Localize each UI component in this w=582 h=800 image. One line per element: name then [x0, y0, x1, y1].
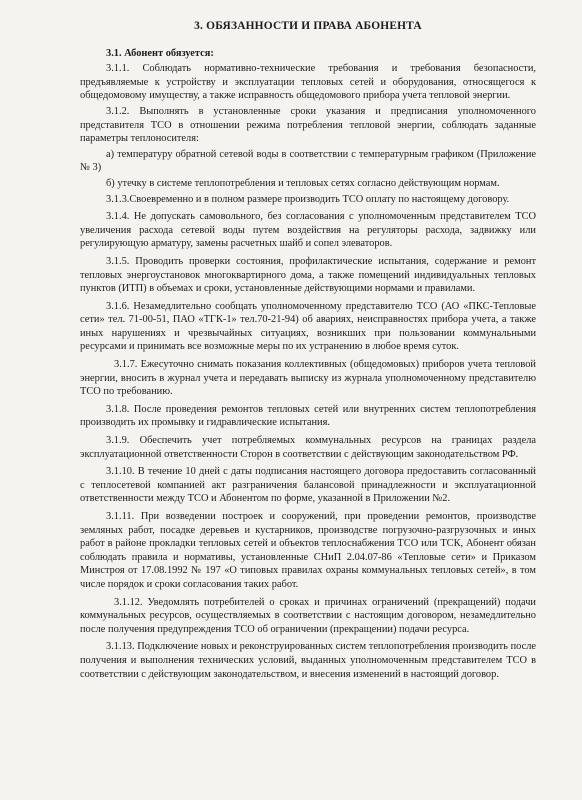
clause-3-1-3: 3.1.3.Своевременно и в полном размере производить ТСО оплату по настоящему договору.	[106, 193, 510, 205]
clause-3-1-9: 3.1.9. Обеспечить учет потребляемых коммунальных ресурсов на границах раздела эксплуатационной ответственности Сторон в соответствии с действующим законодательством РФ.	[80, 435, 536, 460]
clause-3-1-13: 3.1.13. Подключение новых и реконструированных систем теплопотребления производить после получения и выполнения технических условий, выданных уполномоченным представителем ТСО в соответствии с действующим законодательством, и внесения изменений в настоящий договор.	[80, 641, 536, 680]
clause-3-1-11: 3.1.11. При возведении построек и сооружений, при проведении ремонтов, производстве земляных работ, посадке деревьев и кустарников, производстве погрузочно-разгрузочных и иных работ в районе прокладки тепловых сетей и объектов теплоснабжения ТСО или ТСК, Абонент обязан соблюдать правила и нормативы, установленные СНиП 2.04.07-86 «Тепловые сети» и Приказом Минстроя от 17.08.1992 № 197 «О типовых правилах охраны коммунальных тепловых сетей», в том числе порядок и сроки согласования таких работ.	[80, 511, 536, 590]
clause-3-1-7: 3.1.7. Ежесуточно снимать показания коллективных (общедомовых) приборов учета тепловой энергии, вносить в журнал учета и передавать выписку из журнала уполномоченному представителю ТСО по требованию.	[80, 359, 536, 398]
clause-3-1-2-b: б) утечку в системе теплопотребления и тепловых сетях согласно действующим нормам.	[106, 177, 500, 189]
clause-3-1-1: 3.1.1. Соблюдать нормативно-технические требования и требования безопасности, предъявляемые к устройству и эксплуатации тепловых сетей и оборудования, относящегося к общедомовому имуществу, а также исправность общедомового прибора учета тепловой энергии.	[80, 63, 536, 102]
clause-3-1-12: 3.1.12. Уведомлять потребителей о сроках и причинах ограничений (прекращений) подачи коммунальных ресурсов, осуществляемых в соответствии с настоящим договором, незамедлительно после получения предупреждения ТСО об ограничении (прекращении) подачи ресурса.	[80, 596, 536, 635]
clause-3-1-4: 3.1.4. Не допускать самовольного, без согласования с уполномоченным представителем ТСО увеличения расхода сетевой воды путем воздействия на регуляторы расхода, задвижку или регулирующую арматуру, замены расчетных шайб и сопел элеваторов.	[80, 211, 536, 250]
clause-3-1-10: 3.1.10. В течение 10 дней с даты подписания настоящего договора предоставить согласованный с теплосетевой компанией акт разграничения балансовой принадлежности и эксплуатационной ответственности между ТСО и Абонентом по форме, указанной в Приложении №2.	[80, 466, 536, 505]
clause-3-1-8: 3.1.8. После проведения ремонтов тепловых сетей или внутренних систем теплопотребления производить их промывку и гидравлические испытания.	[80, 403, 536, 429]
subsection-heading: 3.1. Абонент обязуется:	[106, 47, 214, 59]
clause-3-1-5: 3.1.5. Проводить проверки состояния, профилактические испытания, содержание и ремонт тепловых энергоустановок многоквартирного дома, а также помещений индивидуальных тепловых пунктов (ИТП) в объемах и сроки, установленные действующими нормами и правилами.	[80, 255, 536, 295]
clause-3-1-2-a: а) температуру обратной сетевой воды в соответствии с температурным графиком (Приложение № 3)	[80, 148, 536, 174]
clause-3-1-6: 3.1.6. Незамедлительно сообщать уполномоченному представителю ТСО (АО «ПКС-Тепловые сети» тел. 71-00-51, ПАО «ТГК-1» тел.70-21-94) об авариях, неисправностях прибора учета, а также иных нарушениях и чрезвычайных ситуациях, возникших при пользовании коммунальными ресурсами и принимать все возможные меры по их устранению в любое время суток.	[80, 300, 536, 353]
clause-3-1-2: 3.1.2. Выполнять в установленные сроки указания и предписания уполномоченного представителя ТСО в отношении режима потребления тепловой энергии, соблюдать заданные параметры теплоносителя:	[80, 105, 536, 145]
section-heading: 3. ОБЯЗАННОСТИ И ПРАВА АБОНЕНТА	[194, 20, 422, 32]
